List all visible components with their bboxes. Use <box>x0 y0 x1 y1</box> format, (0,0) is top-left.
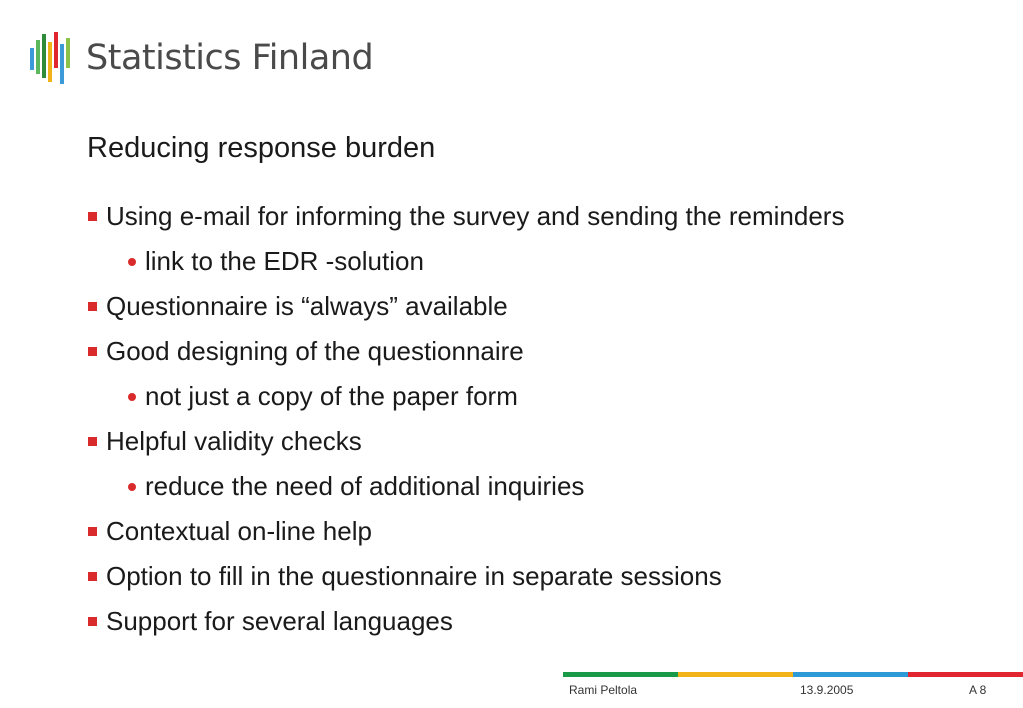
bullet-item <box>87 512 887 550</box>
footer-bar-green <box>563 672 678 677</box>
logo-text: Statistics Finland <box>86 38 374 78</box>
square-bullet-icon <box>88 572 97 581</box>
bullet-text: Contextual on-line help <box>106 516 372 546</box>
square-bullet-icon <box>88 302 97 311</box>
sub-bullet-text: reduce the need of additional inquiries <box>145 471 585 501</box>
sub-bullet-item <box>87 467 887 505</box>
bullet-text: Support for several languages <box>106 606 453 636</box>
bullet-text: Questionnaire is “always” available <box>106 291 508 321</box>
bullet-item <box>87 197 887 235</box>
sub-bullet-text: link to the EDR -solution <box>145 246 424 276</box>
dot-bullet-icon <box>128 393 136 401</box>
footer-author: Rami Peltola <box>569 683 638 697</box>
sub-bullet-item <box>87 377 887 415</box>
bullet-text: Good designing of the questionnaire <box>106 336 524 366</box>
bullet-text: Using e-mail for informing the survey and sending the reminders <box>106 201 845 231</box>
bullet-text: Helpful validity checks <box>106 426 362 456</box>
dot-bullet-icon <box>128 483 136 491</box>
sub-bullet-item <box>87 242 887 280</box>
bullet-item <box>87 602 887 640</box>
bullet-item <box>87 287 887 325</box>
bullet-item <box>87 422 887 460</box>
square-bullet-icon <box>88 527 97 536</box>
square-bullet-icon <box>88 212 97 221</box>
footer-bar-red <box>908 672 1023 677</box>
statistics-finland-bars-icon <box>28 30 80 90</box>
footer-bar-blue <box>793 672 908 677</box>
bullet-text: Option to fill in the questionnaire in separate sessions <box>106 561 722 591</box>
footer-color-bar <box>563 672 1023 677</box>
dot-bullet-icon <box>128 258 136 266</box>
square-bullet-icon <box>88 617 97 626</box>
footer-page-number: A 8 <box>969 683 987 697</box>
bullet-list <box>87 197 887 647</box>
square-bullet-icon <box>88 347 97 356</box>
sub-bullet-text: not just a copy of the paper form <box>145 381 518 411</box>
square-bullet-icon <box>88 437 97 446</box>
bullet-item <box>87 332 887 370</box>
bullet-item <box>87 557 887 595</box>
logo <box>28 30 374 90</box>
slide-title: Reducing response burden <box>87 132 436 164</box>
footer-date: 13.9.2005 <box>800 683 854 697</box>
footer-bar-yellow <box>678 672 793 677</box>
